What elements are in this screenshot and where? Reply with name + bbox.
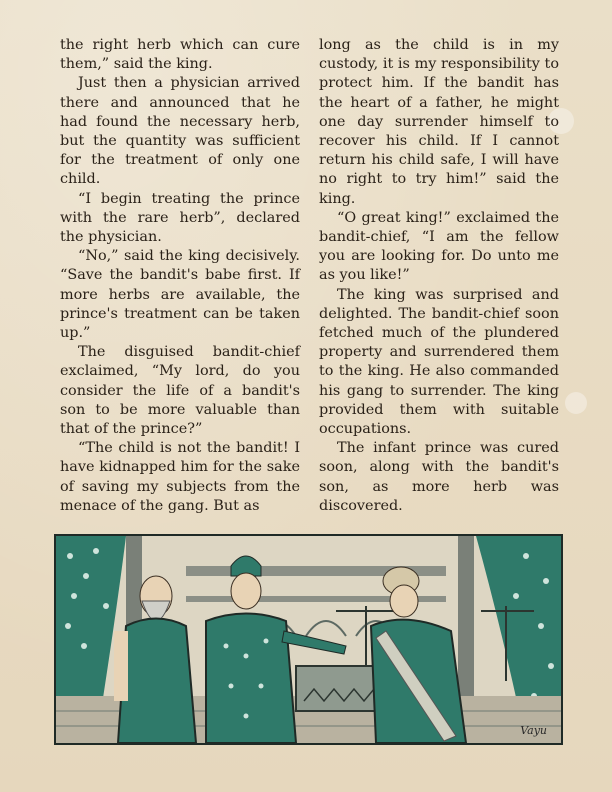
paper-stain bbox=[565, 392, 587, 414]
paragraph: “No,” said the king decisively. “Save the bandit's babe first. If more herbs are available, the prince's treatment can be taken up.” bbox=[60, 248, 300, 342]
story-illustration bbox=[54, 534, 563, 745]
paragraph: the right herb which can cure them,” said the king. bbox=[60, 37, 300, 73]
artist-signature: Vayu bbox=[520, 724, 547, 737]
illustration-drawing bbox=[56, 536, 561, 743]
paragraph: The disguised bandit-chief exclaimed, “My lord, do you consider the life of a bandit's son to be more valuable than that of the prince?” bbox=[60, 344, 300, 438]
paragraph: The king was surprised and delighted. The bandit-chief soon fetched much of the plundered property and surrendered them to the king. He also commanded his gang to surrender. The king provided them with suitable occupations. bbox=[319, 286, 559, 438]
paragraph: long as the child is in my custody, it is my responsibility to protect him. If the bandit has the heart of a father, he might one day surrender himself to recover his child. If I cannot return his child safe, I will have no right to try him!” said the king. bbox=[319, 37, 559, 207]
paragraph: “I begin treating the prince with the rare herb”, declared the physician. bbox=[60, 190, 300, 246]
paragraph: “The child is not the bandit! I have kidnapped him for the sake of saving my subjects from the menace of the gang. But as bbox=[60, 440, 300, 514]
paragraph: “O great king!” exclaimed the bandit-chief, “I am the fellow you are looking for. Do unto me as you like!” bbox=[319, 209, 559, 284]
paragraph: The infant prince was cured soon, along with the bandit's son, as more herb was discovered. bbox=[319, 440, 559, 514]
left-text-column bbox=[60, 36, 300, 516]
right-text-column bbox=[319, 36, 559, 516]
paragraph: Just then a physician arrived there and announced that he had found the necessary herb, but the quantity was sufficient for the treatment of only one child. bbox=[60, 75, 300, 188]
